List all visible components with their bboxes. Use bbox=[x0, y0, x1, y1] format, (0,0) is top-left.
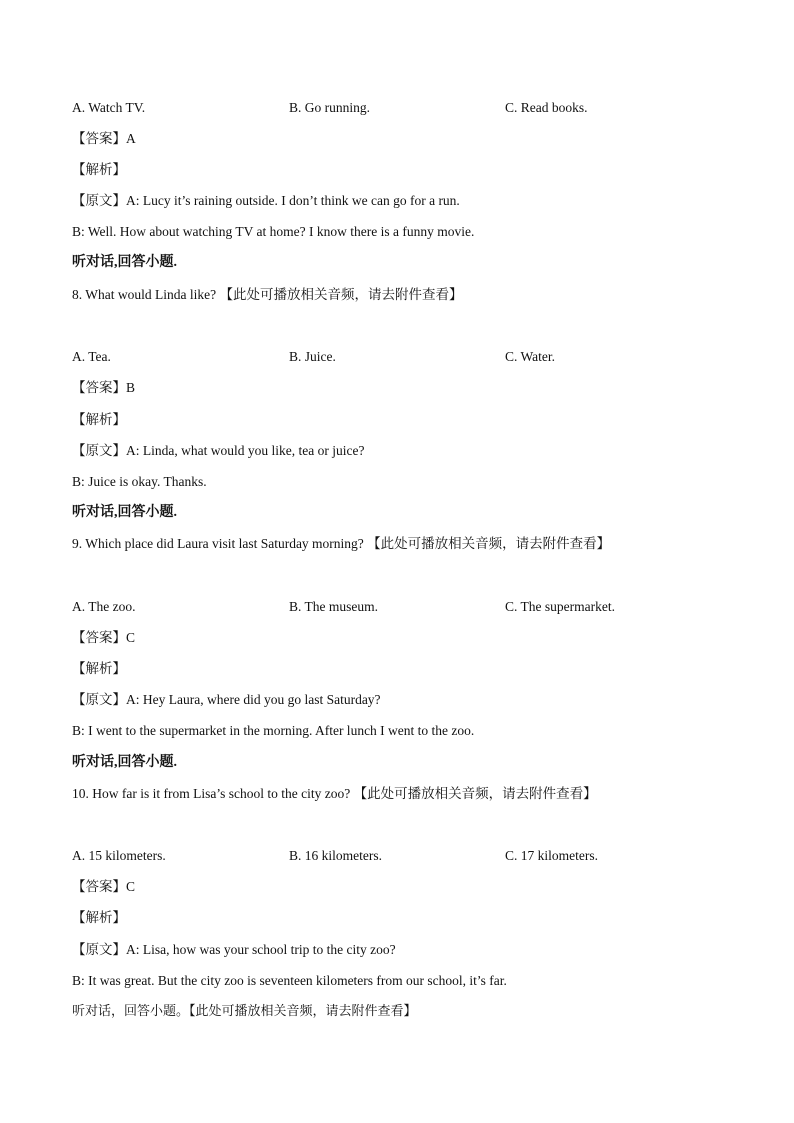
option-c: C. 17 kilometers. bbox=[505, 848, 598, 863]
analysis-label: 【解析】 bbox=[72, 412, 126, 427]
section-heading: 听对话,回答小题. bbox=[72, 255, 177, 270]
answer: 【答案】B bbox=[72, 380, 136, 395]
option-c: C. Water. bbox=[505, 349, 556, 364]
option-a: A. 15 kilometers. bbox=[72, 848, 166, 863]
transcript-line: B: I went to the supermarket in the morning. After lunch I went to the zoo. bbox=[72, 723, 475, 738]
option-b: B. Juice. bbox=[289, 349, 336, 364]
answer: 【答案】A bbox=[72, 131, 136, 146]
question-8: 8. What would Linda like? 【此处可播放相关音频，请去附件查看】 bbox=[72, 287, 463, 302]
answer: 【答案】C bbox=[72, 879, 136, 894]
option-c: C. Read books. bbox=[505, 100, 588, 115]
transcript-line: B: Juice is okay. Thanks. bbox=[72, 474, 207, 489]
transcript-line: 【原文】A: Lucy it’s raining outside. I don’t think we can go for a run. bbox=[72, 193, 460, 208]
option-a: A. Tea. bbox=[72, 349, 111, 364]
footer-instruction: 听对话，回答小题。【此处可播放相关音频，请去附件查看】 bbox=[72, 1004, 417, 1019]
section-heading: 听对话,回答小题. bbox=[72, 505, 177, 520]
transcript-line: B: It was great. But the city zoo is seventeen kilometers from our school, it’s far. bbox=[72, 973, 507, 988]
analysis-label: 【解析】 bbox=[72, 910, 126, 925]
question-10: 10. How far is it from Lisa’s school to the city zoo? 【此处可播放相关音频，请去附件查看】 bbox=[72, 786, 597, 801]
transcript-line: 【原文】A: Hey Laura, where did you go last Saturday? bbox=[72, 692, 381, 707]
transcript-line: B: Well. How about watching TV at home? I know there is a funny movie. bbox=[72, 224, 475, 239]
option-a: A. Watch TV. bbox=[72, 100, 146, 115]
section-heading: 听对话,回答小题. bbox=[72, 755, 177, 770]
answer: 【答案】C bbox=[72, 630, 136, 645]
transcript-line: 【原文】A: Lisa, how was your school trip to the city zoo? bbox=[72, 942, 396, 957]
option-a: A. The zoo. bbox=[72, 599, 136, 614]
option-c: C. The supermarket. bbox=[505, 599, 615, 614]
transcript-line: 【原文】A: Linda, what would you like, tea or juice? bbox=[72, 443, 365, 458]
option-b: B. 16 kilometers. bbox=[289, 848, 382, 863]
option-b: B. Go running. bbox=[289, 100, 370, 115]
option-b: B. The museum. bbox=[289, 599, 378, 614]
analysis-label: 【解析】 bbox=[72, 661, 126, 676]
analysis-label: 【解析】 bbox=[72, 162, 126, 177]
question-9: 9. Which place did Laura visit last Saturday morning? 【此处可播放相关音频，请去附件查看】 bbox=[72, 536, 611, 551]
